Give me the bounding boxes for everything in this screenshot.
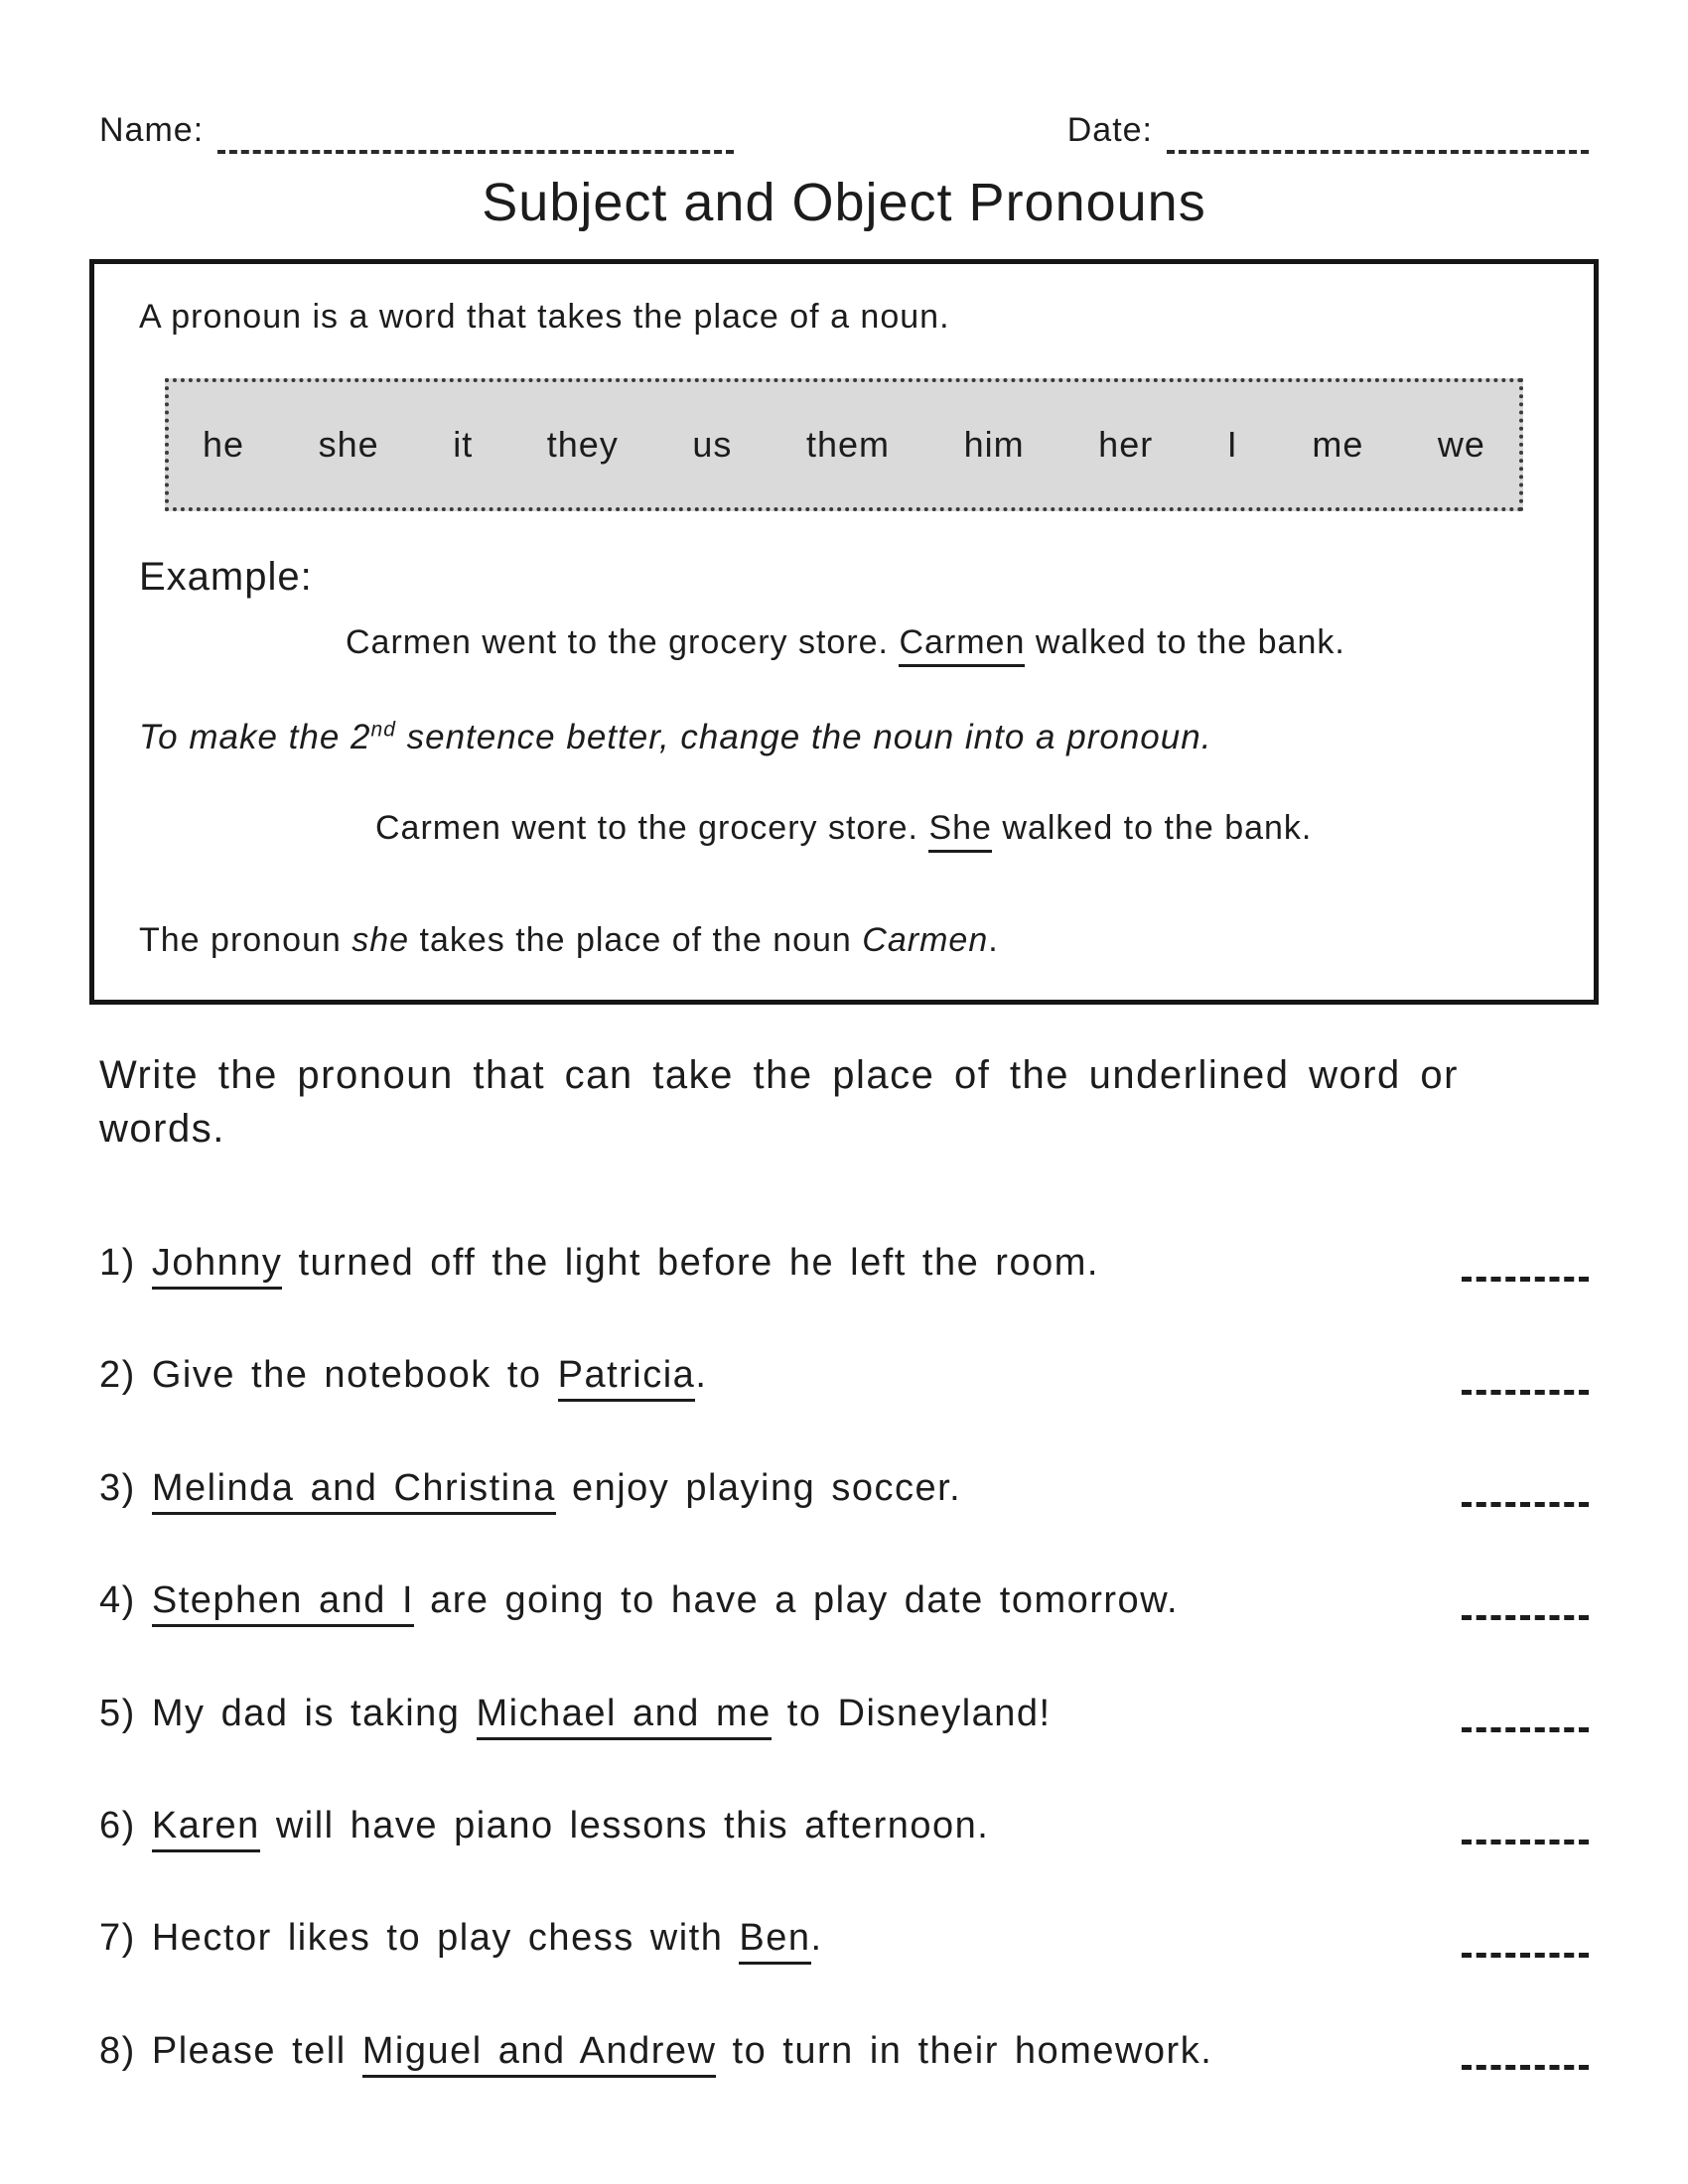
answer-blank-6[interactable] [1462, 1835, 1589, 1844]
example-label: Example: [139, 555, 313, 599]
question-row-2 [99, 1351, 1589, 1400]
example2-before: Carmen went to the grocery store. [375, 809, 929, 847]
question-number: 8) [99, 2029, 152, 2072]
name-field-group [99, 111, 734, 150]
question-row-4 [99, 1576, 1589, 1625]
example2-underlined: She [928, 809, 992, 853]
instructions: Write the pronoun that can take the place of the underlined word or words. [99, 1053, 1459, 1151]
date-blank[interactable] [1167, 120, 1589, 154]
definition-box [89, 259, 1599, 1005]
question-after: will have piano lessons this afternoon. [259, 1804, 990, 1846]
answer-blank-5[interactable] [1462, 1722, 1589, 1732]
example1-underlined: Carmen [899, 623, 1025, 667]
question-number: 1) [99, 1242, 152, 1284]
answer-blank-1[interactable] [1462, 1272, 1589, 1282]
pronoun-word: it [453, 424, 474, 465]
question-underlined: Karen [152, 1805, 260, 1852]
conclusion-p1: The pronoun [139, 921, 352, 959]
question-row-6 [99, 1802, 1589, 1850]
pronoun-word: me [1312, 424, 1364, 465]
conclusion-p3: . [988, 921, 999, 959]
pronoun-word: she [318, 424, 379, 465]
example-sentence-2 [375, 809, 1549, 848]
question-text [99, 2027, 1472, 2076]
question-underlined: Patricia [558, 1354, 696, 1402]
question-underlined: Michael and me [477, 1693, 772, 1740]
question-number: 6) [99, 1804, 152, 1846]
question-number: 3) [99, 1466, 152, 1509]
question-after: . [695, 1354, 708, 1397]
conclusion-p2: takes the place of the noun [409, 921, 863, 959]
pronoun-word: us [692, 424, 733, 465]
question-underlined: Miguel and Andrew [362, 2030, 717, 2078]
question-underlined: Melinda and Christina [152, 1467, 556, 1515]
example1-after: walked to the bank. [1025, 623, 1345, 661]
question-after: enjoy playing soccer. [555, 1466, 962, 1509]
question-row-1 [99, 1239, 1589, 1288]
pronoun-word-bank [165, 378, 1523, 511]
question-underlined: Stephen and I [152, 1579, 414, 1627]
question-underlined: Johnny [152, 1242, 283, 1290]
question-before: My dad is taking [151, 1692, 477, 1734]
conclusion-noun: Carmen [862, 921, 989, 959]
pronoun-word: them [805, 424, 891, 465]
question-text [99, 1239, 1462, 1288]
answer-blank-3[interactable] [1462, 1497, 1589, 1507]
question-underlined: Ben [739, 1917, 810, 1965]
tip-pre: To make the 2 [139, 718, 371, 756]
question-number: 7) [99, 1917, 152, 1960]
answer-blank-7[interactable] [1462, 1948, 1589, 1958]
question-after: turned off the light before he left the room. [282, 1242, 1099, 1284]
conclusion-pronoun: she [352, 921, 410, 959]
question-after: are going to have a play date tomorrow. [414, 1579, 1180, 1622]
pronoun-word: her [1098, 424, 1154, 465]
pronoun-word: he [203, 424, 245, 465]
pronoun-definition: A pronoun is a word that takes the place of a noun. [139, 298, 950, 336]
tip-post: sentence better, change the noun into a pronoun. [395, 718, 1212, 756]
question-before: Give the notebook to [151, 1354, 558, 1397]
page-title: Subject and Object Pronouns [482, 173, 1206, 232]
question-row-3 [99, 1464, 1589, 1513]
question-text [99, 1690, 1462, 1738]
pronoun-word: we [1437, 424, 1485, 465]
question-text [99, 1576, 1462, 1625]
example1-before: Carmen went to the grocery store. [346, 623, 900, 661]
date-label: Date: [1066, 111, 1153, 149]
question-text [99, 1464, 1462, 1513]
question-text [99, 1351, 1462, 1400]
pronoun-word: I [1226, 424, 1238, 465]
example-sentence-1 [346, 623, 1549, 662]
example2-after: walked to the bank. [991, 809, 1313, 847]
question-before: Please tell [151, 2029, 362, 2072]
question-text [99, 1802, 1462, 1850]
question-number: 4) [99, 1579, 152, 1622]
question-row-8 [99, 2027, 1589, 2076]
date-field-group [1067, 111, 1589, 150]
conclusion-sentence [139, 921, 1549, 960]
question-row-7 [99, 1914, 1589, 1963]
question-row-5 [99, 1690, 1589, 1738]
pronoun-word: him [963, 424, 1025, 465]
answer-blank-4[interactable] [1462, 1610, 1589, 1620]
question-after: . [810, 1917, 823, 1960]
question-number: 5) [99, 1692, 152, 1734]
question-after: to Disneyland! [771, 1692, 1052, 1734]
name-blank[interactable] [217, 120, 734, 154]
tip-ordinal-suffix: nd [370, 718, 396, 742]
question-number: 2) [99, 1354, 152, 1397]
question-before: Hector likes to play chess with [151, 1917, 740, 1960]
answer-blank-2[interactable] [1462, 1385, 1589, 1395]
header [99, 111, 1589, 150]
name-label: Name: [99, 111, 205, 149]
pronoun-word: they [546, 424, 619, 465]
answer-blank-8[interactable] [1462, 2060, 1589, 2070]
question-after: to turn in their homework. [716, 2029, 1213, 2072]
question-text [99, 1914, 1462, 1963]
tip-sentence [139, 718, 1549, 757]
